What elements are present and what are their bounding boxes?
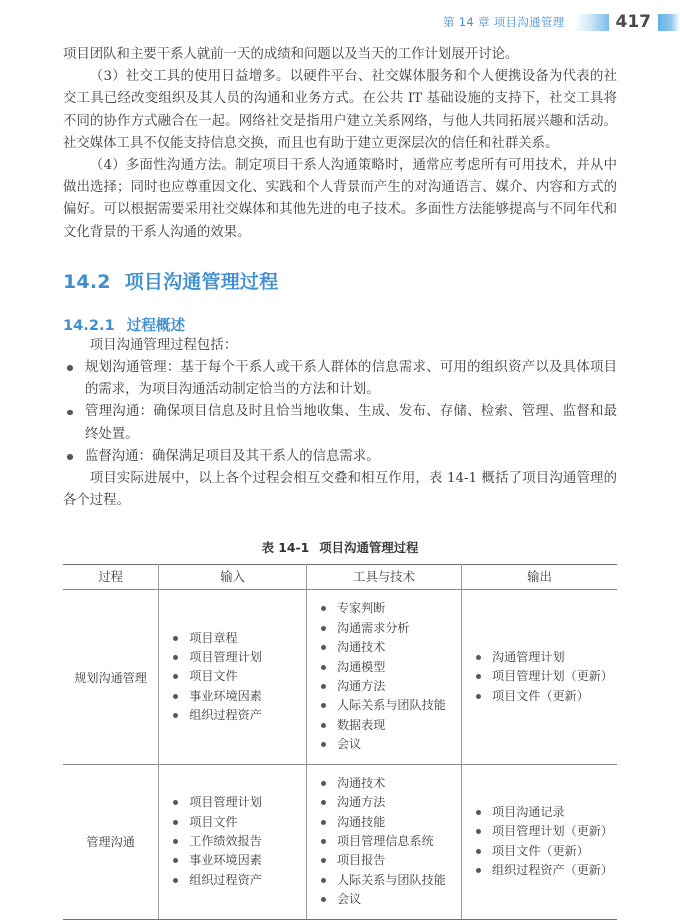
list-item bbox=[321, 638, 457, 657]
list-item bbox=[321, 619, 457, 638]
list-item bbox=[173, 793, 302, 812]
bullet-dot-icon bbox=[321, 858, 326, 863]
subsection-number: 14.2.1 bbox=[63, 316, 115, 334]
list-item-text: 项目管理信息系统 bbox=[336, 833, 434, 848]
inputs-list bbox=[159, 629, 306, 726]
list-item-text: 专家判断 bbox=[336, 601, 386, 616]
list-item-text: 事业环境因素 bbox=[189, 688, 262, 703]
list-item-text: 沟通管理计划 bbox=[492, 649, 565, 664]
column-header-input: 输入 bbox=[159, 565, 307, 590]
bullet-dot-icon bbox=[321, 645, 326, 650]
list-item bbox=[63, 446, 617, 468]
page-content bbox=[63, 44, 617, 920]
list-item bbox=[173, 871, 302, 890]
list-item-text: 规划沟通管理：基于每个干系人或干系人群体的信息需求、可用的组织资产以及具体项目的需求，为项目沟通活动制定恰当的方法和计划。 bbox=[85, 360, 617, 398]
bullet-dot-icon bbox=[476, 868, 481, 873]
list-item-text: 项目文件 bbox=[189, 814, 238, 829]
paragraph-item-4: （4）多面性沟通方法。制定项目干系人沟通策略时，通常应考虑所有可用技术，并从中做出选择；同时也应尊重因文化、实践和个人背景而产生的对沟通语言、媒介、内容和方式的偏好。可以根据需要采用社交媒体和其他先进的电子技术。多面性方法能够提高与不同年代和文化背景的干系人沟通的效果。 bbox=[63, 158, 617, 240]
bullet-dot-icon bbox=[173, 800, 178, 805]
list-item-text: 项目管理计划 bbox=[189, 795, 262, 810]
list-item bbox=[173, 851, 302, 870]
bullet-dot-icon bbox=[476, 694, 481, 699]
list-item-text: 沟通方法 bbox=[336, 795, 386, 810]
tools-list bbox=[307, 774, 461, 910]
table-caption bbox=[63, 538, 617, 556]
bullet-dot-icon bbox=[67, 410, 73, 416]
list-item-text: 组织过程资产（更新） bbox=[492, 863, 613, 878]
list-item-text: 沟通方法 bbox=[336, 679, 386, 694]
bullet-dot-icon bbox=[173, 655, 178, 660]
bullet-dot-icon bbox=[321, 839, 326, 844]
bullet-dot-icon bbox=[173, 820, 178, 825]
list-item-text: 项目管理计划（更新） bbox=[492, 669, 613, 684]
bullet-dot-icon bbox=[173, 839, 178, 844]
list-item-text: 项目报告 bbox=[336, 853, 386, 868]
bullet-dot-icon bbox=[173, 858, 178, 863]
list-item bbox=[173, 832, 302, 851]
overview-lead: 项目沟通管理过程包括： bbox=[89, 337, 238, 353]
bullet-dot-icon bbox=[173, 713, 178, 718]
list-item-text: 项目文件（更新） bbox=[492, 688, 589, 703]
list-item-text: 沟通模型 bbox=[336, 659, 386, 674]
list-item bbox=[321, 735, 457, 754]
bullet-dot-icon bbox=[321, 820, 326, 825]
list-item-text: 项目文件 bbox=[189, 669, 238, 684]
bullet-dot-icon bbox=[321, 800, 326, 805]
cell-tools bbox=[306, 764, 461, 919]
section-heading bbox=[63, 271, 617, 295]
column-header-process: 过程 bbox=[63, 565, 159, 590]
bullet-dot-icon bbox=[321, 684, 326, 689]
bullet-dot-icon bbox=[321, 897, 326, 902]
header-gradient-bar-right bbox=[658, 14, 680, 31]
paragraph-continued: 项目团队和主要干系人就前一天的成绩和问题以及当天的工作计划展开讨论。 bbox=[63, 47, 519, 62]
list-item-text: 项目沟通记录 bbox=[492, 804, 565, 819]
list-item bbox=[321, 890, 457, 909]
list-item bbox=[173, 648, 302, 667]
list-item-text: 数据表现 bbox=[336, 717, 386, 732]
bullet-dot-icon bbox=[173, 878, 178, 883]
outputs-list bbox=[462, 803, 617, 881]
list-item bbox=[476, 842, 613, 861]
list-item bbox=[476, 822, 613, 841]
process-table bbox=[63, 564, 617, 919]
table-row bbox=[63, 590, 617, 764]
bullet-dot-icon bbox=[173, 674, 178, 679]
list-item bbox=[476, 861, 613, 880]
bullet-dot-icon bbox=[476, 655, 481, 660]
list-item bbox=[321, 774, 457, 793]
bullet-dot-icon bbox=[321, 742, 326, 747]
column-header-tools: 工具与技术 bbox=[306, 565, 461, 590]
inputs-list bbox=[159, 793, 306, 890]
cell-outputs bbox=[462, 764, 617, 919]
list-item-text: 组织过程资产 bbox=[189, 708, 262, 723]
list-item bbox=[63, 357, 617, 401]
list-item-text: 项目管理计划 bbox=[189, 649, 262, 664]
list-item bbox=[476, 687, 613, 706]
overview-process-list bbox=[63, 357, 617, 468]
table-caption-title: 项目沟通管理过程 bbox=[319, 540, 419, 556]
list-item-text: 工作绩效报告 bbox=[189, 833, 262, 848]
list-item-text: 沟通需求分析 bbox=[336, 620, 410, 635]
table-row bbox=[63, 764, 617, 919]
cell-outputs bbox=[462, 590, 617, 764]
header-gradient-bar-left bbox=[575, 14, 609, 31]
paragraph-item-3: （3）社交工具的使用日益增多。以硬件平台、社交媒体服务和个人便携设备为代表的社交工具已经改变组织及其人员的沟通和业务方式。在公共 IT 基础设施的支持下，社交工具将不同的协作方式融合在一起。网络社交是指用户建立关系网络，与他人共同拓展兴趣和活动。社交媒体工具不仅能支持信息交换，而且也有助于建立更深层次的信任和社群关系。 bbox=[63, 69, 617, 151]
bullet-dot-icon bbox=[321, 878, 326, 883]
cell-process: 规划沟通管理 bbox=[63, 590, 159, 764]
header-chapter-title: 第 14 章 项目沟通管理 bbox=[443, 15, 565, 29]
list-item bbox=[321, 677, 457, 696]
list-item-text: 沟通技术 bbox=[336, 640, 386, 655]
bullet-dot-icon bbox=[173, 636, 178, 641]
bullet-dot-icon bbox=[67, 454, 73, 460]
table-header-row bbox=[63, 565, 617, 590]
bullet-dot-icon bbox=[321, 703, 326, 708]
list-item-text: 管理沟通：确保项目信息及时且恰当地收集、生成、发布、存储、检索、管理、监督和最终处置。 bbox=[85, 404, 617, 442]
list-item-text: 会议 bbox=[336, 892, 362, 907]
list-item bbox=[173, 687, 302, 706]
list-item-text: 会议 bbox=[336, 737, 362, 752]
table-body bbox=[63, 590, 617, 919]
list-item-text: 人际关系与团队技能 bbox=[336, 698, 446, 713]
section-number: 14.2 bbox=[63, 270, 111, 293]
section-title: 项目沟通管理过程 bbox=[124, 270, 279, 293]
list-item bbox=[173, 706, 302, 725]
list-item-text: 项目管理计划（更新） bbox=[492, 824, 613, 839]
outputs-list bbox=[462, 648, 617, 706]
column-header-output: 输出 bbox=[462, 565, 617, 590]
list-item-text: 组织过程资产 bbox=[189, 872, 262, 887]
overview-closing: 项目实际进展中，以上各个过程会相互交叠和相互作用，表 14-1 概括了项目沟通管理的各个过程。 bbox=[63, 471, 617, 509]
list-item bbox=[173, 629, 302, 648]
list-item bbox=[321, 832, 457, 851]
cell-tools bbox=[306, 590, 461, 764]
list-item bbox=[173, 667, 302, 686]
list-item bbox=[321, 871, 457, 890]
bullet-dot-icon bbox=[321, 606, 326, 611]
list-item bbox=[321, 599, 457, 618]
bullet-dot-icon bbox=[321, 723, 326, 728]
list-item bbox=[321, 813, 457, 832]
list-item bbox=[321, 696, 457, 715]
list-item-text: 监督沟通：确保满足项目及其干系人的信息需求。 bbox=[85, 448, 380, 464]
list-item bbox=[476, 803, 613, 822]
bullet-dot-icon bbox=[321, 665, 326, 670]
cell-inputs bbox=[159, 764, 307, 919]
bullet-dot-icon bbox=[173, 694, 178, 699]
bullet-dot-icon bbox=[321, 626, 326, 631]
table-caption-number: 表 14-1 bbox=[261, 540, 310, 556]
bullet-dot-icon bbox=[476, 849, 481, 854]
bullet-dot-icon bbox=[321, 781, 326, 786]
list-item-text: 项目文件（更新） bbox=[492, 843, 589, 858]
list-item-text: 人际关系与团队技能 bbox=[336, 872, 446, 887]
list-item bbox=[173, 813, 302, 832]
list-item bbox=[321, 793, 457, 812]
list-item-text: 沟通技术 bbox=[336, 775, 386, 790]
list-item-text: 事业环境因素 bbox=[189, 853, 262, 868]
bullet-dot-icon bbox=[476, 674, 481, 679]
list-item bbox=[476, 667, 613, 686]
list-item bbox=[476, 648, 613, 667]
header-inner bbox=[443, 11, 680, 33]
page-running-header bbox=[0, 0, 680, 40]
table-head bbox=[63, 565, 617, 590]
bullet-dot-icon bbox=[476, 810, 481, 815]
list-item bbox=[321, 716, 457, 735]
list-item-text: 项目章程 bbox=[189, 630, 238, 645]
cell-inputs bbox=[159, 590, 307, 764]
subsection-title: 过程概述 bbox=[126, 316, 186, 334]
bullet-dot-icon bbox=[476, 829, 481, 834]
subsection-heading bbox=[63, 317, 617, 335]
bullet-dot-icon bbox=[67, 365, 73, 371]
tools-list bbox=[307, 599, 461, 754]
list-item bbox=[63, 401, 617, 445]
list-item-text: 沟通技能 bbox=[336, 814, 386, 829]
cell-process: 管理沟通 bbox=[63, 764, 159, 919]
list-item bbox=[321, 851, 457, 870]
list-item bbox=[321, 658, 457, 677]
page-number: 417 bbox=[615, 11, 651, 32]
